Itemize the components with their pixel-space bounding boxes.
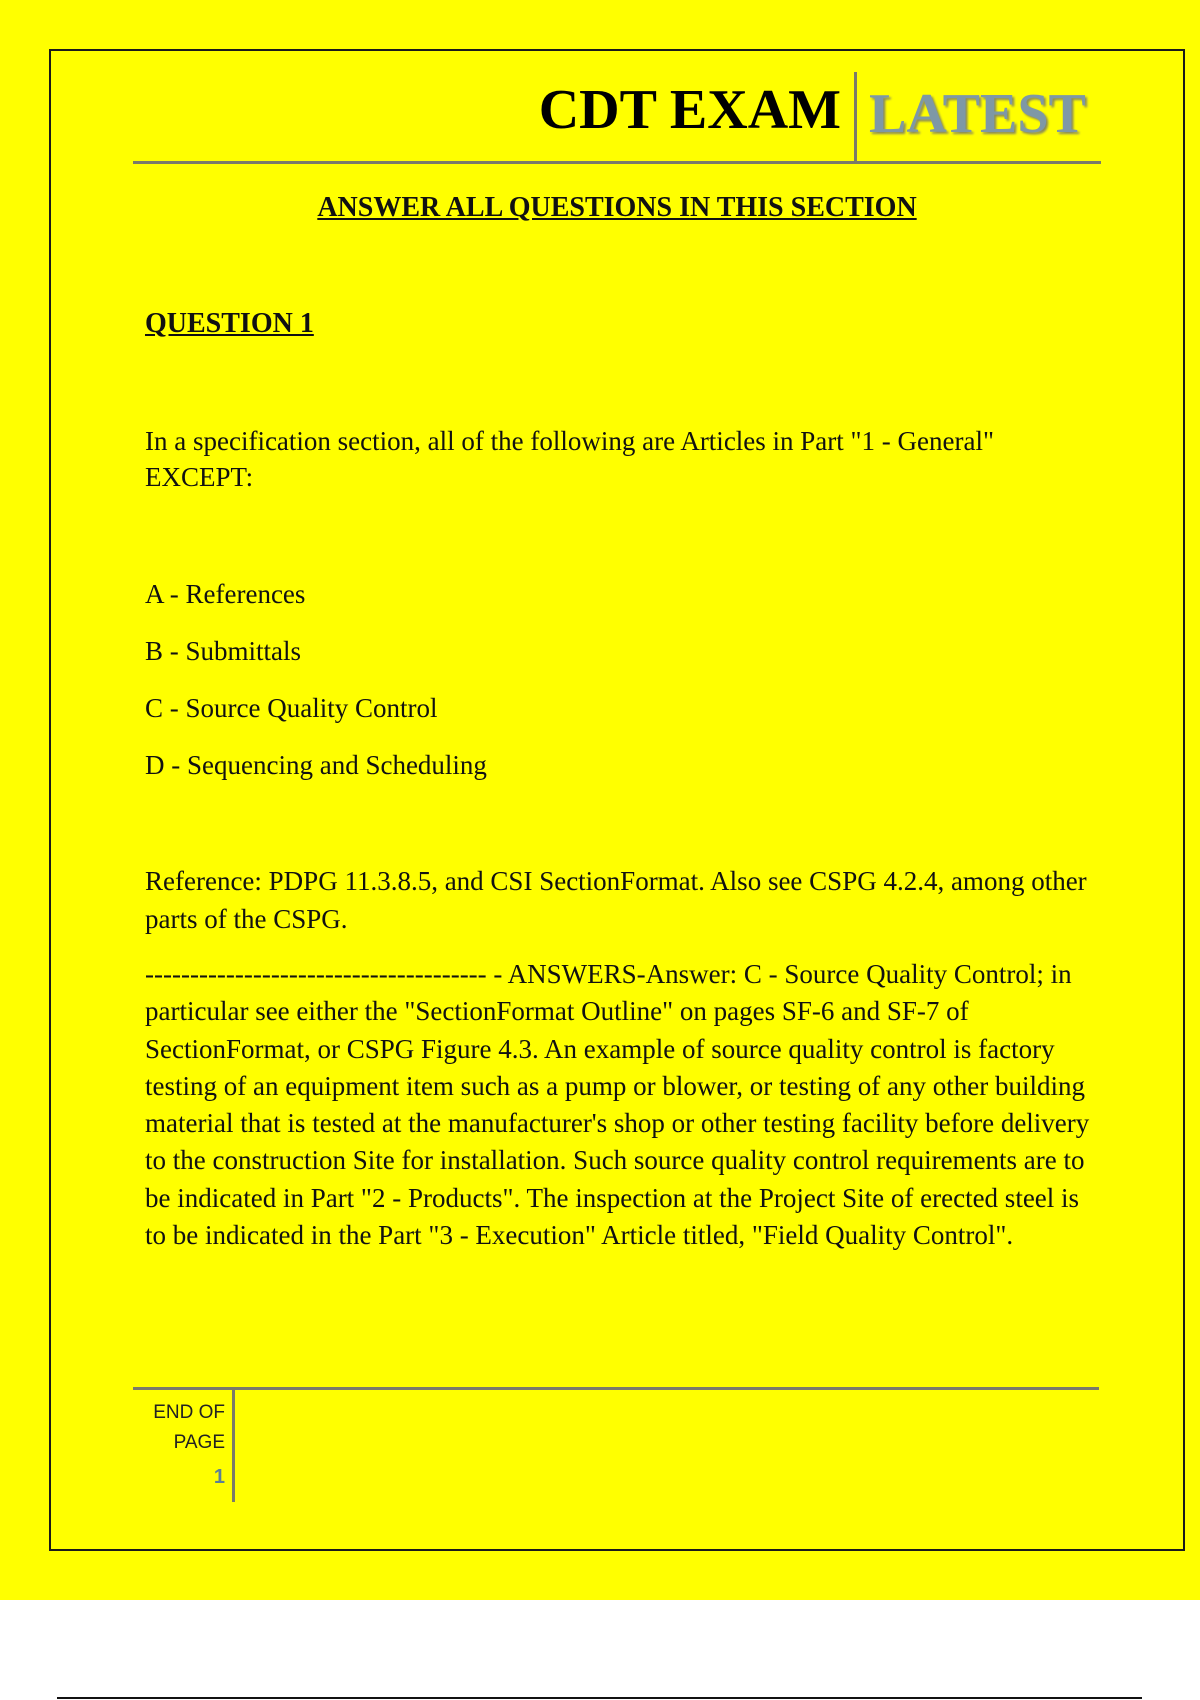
reference-text: Reference: PDPG 11.3.8.5, and CSI SectionFormat. Also see CSPG 4.2.4, among other parts of the CSPG. [145, 866, 1087, 934]
option-d: D - Sequencing and Scheduling [145, 750, 487, 780]
footer-divider [232, 1390, 235, 1502]
header-title: CDT EXAM [538, 79, 841, 141]
footer-label-line2: PAGE [173, 1432, 225, 1453]
answer-options [145, 576, 1045, 804]
header-divider [854, 72, 857, 164]
question-text: In a specification section, all of the following are Articles in Part "1 - General" EXCEPT: [145, 426, 995, 492]
option-c: C - Source Quality Control [145, 693, 438, 723]
option-b: B - Submittals [145, 636, 302, 666]
answer-explanation: -------------------------------------- - ANSWERS-Answer: C - Source Quality Control; in particular see either the "SectionFormat Outline" on pages SF-6 and SF-7 of SectionFormat, or CSPG Figure 4.3. An example of source quality control is factory testing of an equipment item such as a pump or blower, or testing of any other building material that is tested at the manufacturer's shop or other testing facility before delivery to the construction Site for installation. Such source quality control requirements are to be indicated in Part "2 - Products". The inspection at the Project Site of erected steel is to be indicated in the Part "3 - Execution" Article titled, "Field Quality Control". [145, 959, 1090, 1251]
header-tag: LATEST [869, 83, 1086, 145]
question-label: QUESTION 1 [145, 308, 314, 339]
footer-label [133, 1398, 225, 1458]
section-heading: ANSWER ALL QUESTIONS IN THIS SECTION [317, 192, 917, 223]
footer-label-line1: END OF [153, 1402, 225, 1423]
document-header [133, 70, 1101, 164]
page-number: 1 [213, 1466, 225, 1488]
option-a: A - References [145, 579, 306, 609]
page-footer [133, 1387, 1099, 1499]
bottom-rule [57, 1697, 1142, 1699]
